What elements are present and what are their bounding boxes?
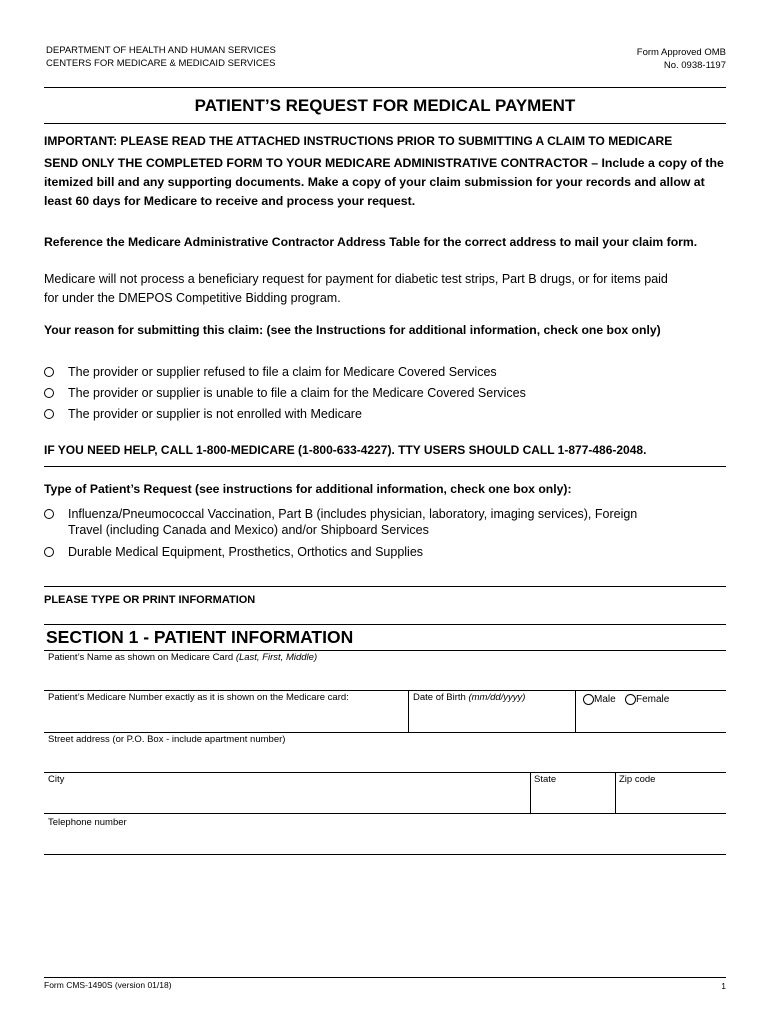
omb-line-2: No. 0938-1197 xyxy=(663,60,726,71)
divider xyxy=(44,466,726,467)
street-address-field[interactable] xyxy=(44,748,726,772)
request-option-label-line-2: Travel (including Canada and Mexico) and/or Shipboard Services xyxy=(68,523,429,537)
radio-button[interactable] xyxy=(44,547,54,557)
divider xyxy=(44,123,726,124)
dob-field[interactable] xyxy=(409,706,574,732)
reason-option-label: The provider or supplier is not enrolled with Medicare xyxy=(68,407,362,421)
male-option[interactable] xyxy=(583,694,616,705)
male-label: Male xyxy=(594,694,616,706)
state-field[interactable] xyxy=(531,788,614,812)
zip-code-label: Zip code xyxy=(619,774,656,785)
divider xyxy=(44,624,726,625)
divider xyxy=(44,813,726,814)
divider xyxy=(44,854,726,855)
section-1-title: SECTION 1 - PATIENT INFORMATION xyxy=(46,627,354,647)
radio-button[interactable] xyxy=(583,694,594,705)
not-process-notice xyxy=(44,270,668,308)
female-option[interactable] xyxy=(625,694,669,705)
divider xyxy=(44,732,726,733)
street-address-label: Street address (or P.O. Box - include apartment number) xyxy=(48,734,286,745)
dob-label: Date of Birth (mm/dd/yyyy) xyxy=(413,692,526,703)
dept-line-1: DEPARTMENT OF HEALTH AND HUMAN SERVICES xyxy=(46,45,276,56)
form-title: PATIENT’S REQUEST FOR MEDICAL PAYMENT xyxy=(194,96,576,115)
department-header xyxy=(46,44,276,70)
page-number: 1 xyxy=(721,981,726,991)
send-only-line-2: itemized bill and any supporting documents. Make a copy of your claim submission for your records and allow at xyxy=(44,175,705,189)
request-option-label-line-1: Influenza/Pneumococcal Vaccination, Part B (includes physician, laboratory, imaging services), Foreign xyxy=(68,507,638,521)
medicare-number-field[interactable] xyxy=(44,706,407,732)
reference-notice: Reference the Medicare Administrative Contractor Address Table for the correct address to mail your claim form. xyxy=(44,235,698,249)
medicare-number-label: Patient’s Medicare Number exactly as it is shown on the Medicare card: xyxy=(48,692,349,703)
patient-name-field[interactable] xyxy=(44,666,726,690)
radio-button[interactable] xyxy=(44,388,54,398)
reason-heading: Your reason for submitting this claim: (see the Instructions for additional information, check one box only) xyxy=(44,323,661,337)
radio-button[interactable] xyxy=(44,509,54,519)
divider xyxy=(575,690,576,732)
omb-approval xyxy=(637,46,726,72)
divider xyxy=(44,977,726,978)
dept-line-2: CENTERS FOR MEDICARE & MEDICAID SERVICES xyxy=(46,58,276,69)
divider xyxy=(44,586,726,587)
radio-button[interactable] xyxy=(44,409,54,419)
telephone-field[interactable] xyxy=(44,831,726,853)
radio-button[interactable] xyxy=(44,367,54,377)
omb-line-1: Form Approved OMB xyxy=(636,47,726,58)
print-info-notice: PLEASE TYPE OR PRINT INFORMATION xyxy=(44,594,256,606)
zip-code-field[interactable] xyxy=(616,788,726,812)
important-notice: IMPORTANT: PLEASE READ THE ATTACHED INSTRUCTIONS PRIOR TO SUBMITTING A CLAIM TO MEDICARE xyxy=(44,134,673,148)
female-label: Female xyxy=(636,694,670,706)
radio-button[interactable] xyxy=(625,694,636,705)
reason-option-label: The provider or supplier refused to file a claim for Medicare Covered Services xyxy=(68,365,497,379)
send-only-line-3: least 60 days for Medicare to receive and process your request. xyxy=(44,194,416,208)
reason-option-label: The provider or supplier is unable to file a claim for the Medicare Covered Services xyxy=(68,386,526,400)
not-process-line-1: Medicare will not process a beneficiary request for payment for diabetic test strips, Part B drugs, or for items paid xyxy=(44,272,668,286)
divider xyxy=(44,650,726,651)
divider xyxy=(44,87,726,88)
send-only-line-1: SEND ONLY THE COMPLETED FORM TO YOUR MEDICARE ADMINISTRATIVE CONTRACTOR – Include a copy of the xyxy=(44,156,724,170)
patient-name-label: Patient’s Name as shown on Medicare Card (Last, First, Middle) xyxy=(48,652,318,663)
telephone-label: Telephone number xyxy=(48,817,127,828)
city-label: City xyxy=(48,774,65,785)
not-process-line-2: for under the DMEPOS Competitive Bidding program. xyxy=(44,291,341,305)
form-id: Form CMS-1490S (version 01/18) xyxy=(44,980,172,990)
state-label: State xyxy=(534,774,557,785)
divider xyxy=(44,690,726,691)
help-line: IF YOU NEED HELP, CALL 1-800-MEDICARE (1-800-633-4227). TTY USERS SHOULD CALL 1-877-486-2048. xyxy=(44,443,647,457)
divider xyxy=(44,772,726,773)
city-field[interactable] xyxy=(44,788,528,812)
request-option-label: Durable Medical Equipment, Prosthetics, Orthotics and Supplies xyxy=(68,545,424,559)
send-only-notice xyxy=(44,154,724,211)
request-type-heading: Type of Patient’s Request (see instructions for additional information, check one box only): xyxy=(44,482,572,496)
